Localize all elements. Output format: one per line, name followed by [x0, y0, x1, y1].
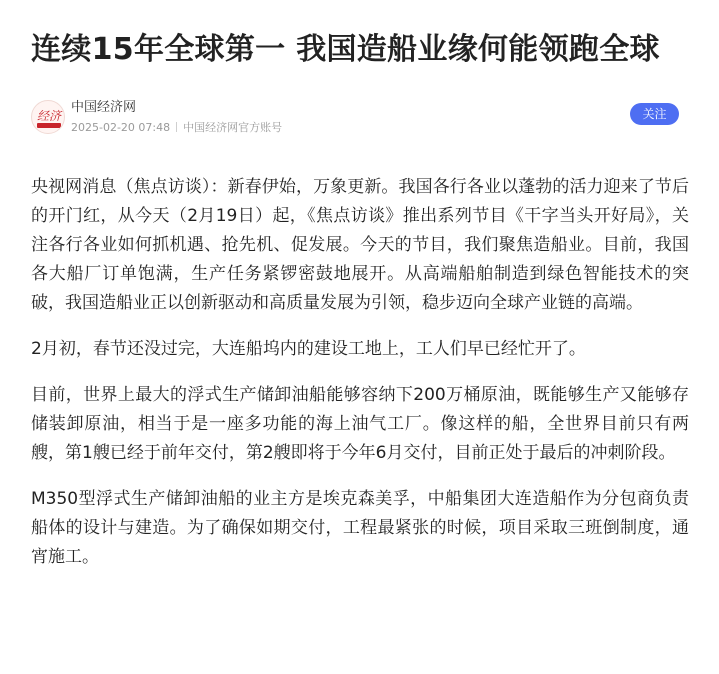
article-paragraph: 央视网消息（焦点访谈）：新春伊始，万象更新。我国各行各业以蓬勃的活力迎来了节后的开门红，从今天（2月19日）起，《焦点访谈》推出系列节目《干字当头开好局》，关注各行各业如何抓机遇、抢先机、促发展。今天的节目，我们聚焦造船业。目前，我国各大船厂订单饱满，生产任务紧锣密鼓地展开。从高端船舶制造到绿色智能技术的突破，我国造船业正以创新驱动和高质量发展为引领，稳步迈向全球产业链的高端。 [31, 177, 689, 313]
article-title: 连续15年全球第一 我国造船业缘何能领跑全球 [31, 32, 660, 67]
account-label: 中国经济网官方账号 [183, 121, 283, 134]
article-paragraph: 目前，世界上最大的浮式生产储卸油船能够容纳下200万桶原油，既能够生产又能够存储装卸原油，相当于是一座多功能的海上油气工厂。像这样的船，全世界目前只有两艘，第1艘已经于前年交付，第2艘即将于今年6月交付，目前正处于最后的冲刺阶段。 [31, 385, 689, 463]
follow-button[interactable]: 关注 [630, 103, 679, 125]
article-meta [71, 120, 282, 136]
author-name[interactable]: 中国经济网 [71, 100, 137, 115]
publish-date: 2025-02-20 07:48 [71, 121, 171, 134]
meta-divider [176, 122, 177, 132]
author-logo-icon [32, 101, 65, 134]
article-paragraph: M350型浮式生产储卸油船的业主方是埃克森美孚，中船集团大连造船作为分包商负责船体的设计与建造。为了确保如期交付，工程最紧张的时候，项目采取三班倒制度，通宵施工。 [31, 489, 689, 567]
article-body [31, 173, 689, 572]
avatar[interactable] [31, 100, 65, 134]
article-paragraph: 2月初，春节还没过完，大连船坞内的建设工地上，工人们早已经忙开了。 [31, 339, 586, 359]
svg-text:经济: 经济 [36, 109, 62, 123]
author-row [31, 100, 689, 140]
